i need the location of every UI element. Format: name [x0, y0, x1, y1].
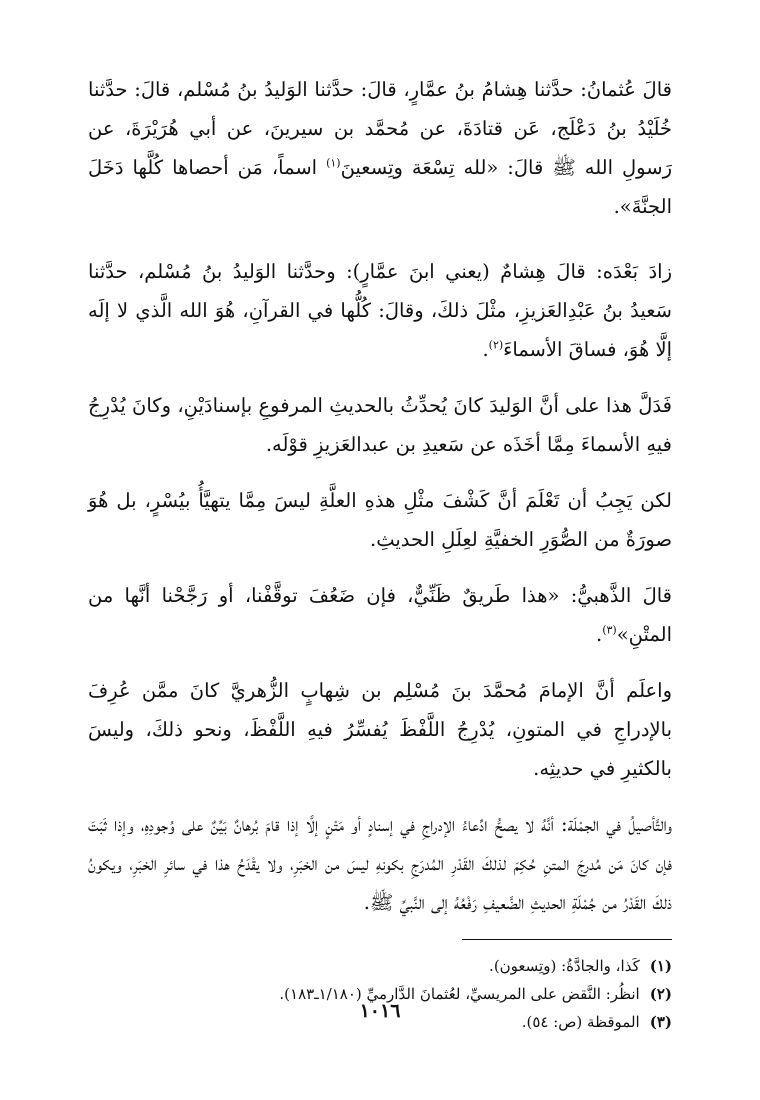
footnote-3-text: الموقظة (ص: ٥٤). — [521, 1013, 640, 1031]
paragraph-7-text: والتَّأصيلُ في الجمْلَة: أنَّهُ لا يصحُّ ادِّعاءُ الإدراجِ في إسنادٍ أو مَتْنٍ إلَّا إذا قامَ بُرهانٌ بَيِّنٌ على وُجودِهِ، وإذا ثَبَتَ فإن كانَ مَن مُدرِجَ المتنِ حُكِمَ لذلكَ القَدْرِ المُدرَجِ بكونهِ ليسَ من الخبَرِ، ولا يقْدَحُ هذا في سائرِ الخبَرِ، ويكونُ ذلكَ القَدْرُ من جُمْلَةِ الحديثِ الضَّعيفِ رَفْعُهُ إلى النَّبيِّ ﷺ. — [88, 813, 672, 914]
paragraph-4 — [88, 481, 672, 559]
paragraph-5-text: قالَ الذَّهبيُّ: «هذا طَريقٌ ظَنِّيٌّ، فإن ضَعُفَ توقَّفْنا، أو رَجَّحْنا أنَّها من المتْنِ» — [88, 584, 672, 646]
footnote-2-number: (٢) — [649, 985, 672, 1003]
paragraph-1 — [88, 70, 672, 226]
footnote-ref-2[interactable]: (٢) — [488, 338, 504, 352]
footnote-1-text: كَذا، والجادَّةُ: (وتِسعون). — [489, 957, 640, 975]
paragraph-6-text: واعلَم أنَّ الإمامَ مُحمَّدَ بنَ مُسْلِم بن شِهابٍ الزُّهريَّ كانَ ممَّن عُرِفَ بالإدراجِ في المتونِ، يُدْرِجُ اللَّفْظَ يُفسِّرُ فيهِ اللَّفْظَ، ونحو ذلكَ، وليسَ بالكثيرِ في حديثِه. — [88, 679, 672, 780]
footnote-3-number: (٣) — [649, 1013, 672, 1031]
paragraph-5 — [88, 576, 672, 654]
paragraph-3-text: فَدَلَّ هذا على أنَّ الوَليدَ كانَ يُحدِّثُ بالحديثِ المرفوعِ بإسنادَيْنِ، وكانَ يُدْرِجُ فيهِ الأسماءَ مِمَّا أخَذَه عن سَعيدِ بن عبدالعَزيزِ قوْلَه. — [88, 394, 672, 456]
paragraph-2 — [88, 252, 672, 369]
footnote-1 — [88, 952, 672, 980]
paragraph-7 — [88, 805, 672, 922]
paragraph-3 — [88, 386, 672, 464]
footnote-2-text: انظُر: النَّقض على المريسيِّ، لعُثمانَ الدَّارميِّ (١/١٨٠ـ١٨٣). — [279, 985, 640, 1003]
paragraph-2-text-end: . — [482, 338, 489, 361]
footnote-divider — [462, 939, 672, 940]
page-number: ١٠١٦ — [359, 1000, 401, 1022]
paragraph-1-text: قالَ عُثمانُ: حدَّثنا هِشامُ بنُ عمَّارٍ، قالَ: حدَّثنا الوَليدُ بنُ مُسْلم، قالَ: حدَّثنا خُلَيْدُ بنُ دَعْلَج، عَن قتادَةَ، عن مُحمَّد بن سيرينَ، عن أبي هُرَيْرَةَ، عن رَسولِ الله ﷺ قالَ: «لله تِسْعَة وتِسعينَ — [88, 78, 672, 179]
paragraph-1-text-end: اسماً، مَن أحصاها كُلَّها دَخَلَ الجنَّةَ». — [88, 156, 672, 218]
footnote-1-number: (١) — [649, 957, 672, 975]
paragraph-4-text: لكن يَجِبُ أن تَعْلَمَ أنَّ كَشْفَ مثْلِ هذهِ العلَّةِ ليسَ مِمَّا يتهيَّأُ بيُسْرٍ، بل هُوَ صورَةٌ من الصُّوَرِ الخفيَّةِ لعِلَلِ الحديثِ. — [88, 489, 672, 551]
footnote-ref-3[interactable]: (٣) — [602, 623, 617, 637]
footnote-ref-1[interactable]: (١) — [326, 156, 341, 170]
footnotes — [88, 952, 672, 1036]
paragraph-6 — [88, 671, 672, 788]
main-text — [88, 70, 672, 922]
paragraph-5-text-end: . — [595, 623, 603, 646]
paragraph-2-text: زادَ بَعْدَه: قالَ هِشامٌ (يعني ابنَ عمَّارٍ): وحدَّثنا الوَليدُ بنُ مُسْلم، حدَّثنا سَعيدُ بنُ عَبْدِالعَزيزِ، مثْلَ ذلكَ، وقالَ: كُلُّها في القرآنِ، هُوَ الله الَّذي لا إلَه إلَّا هُوَ، فساقَ الأسماءَ — [88, 260, 672, 361]
